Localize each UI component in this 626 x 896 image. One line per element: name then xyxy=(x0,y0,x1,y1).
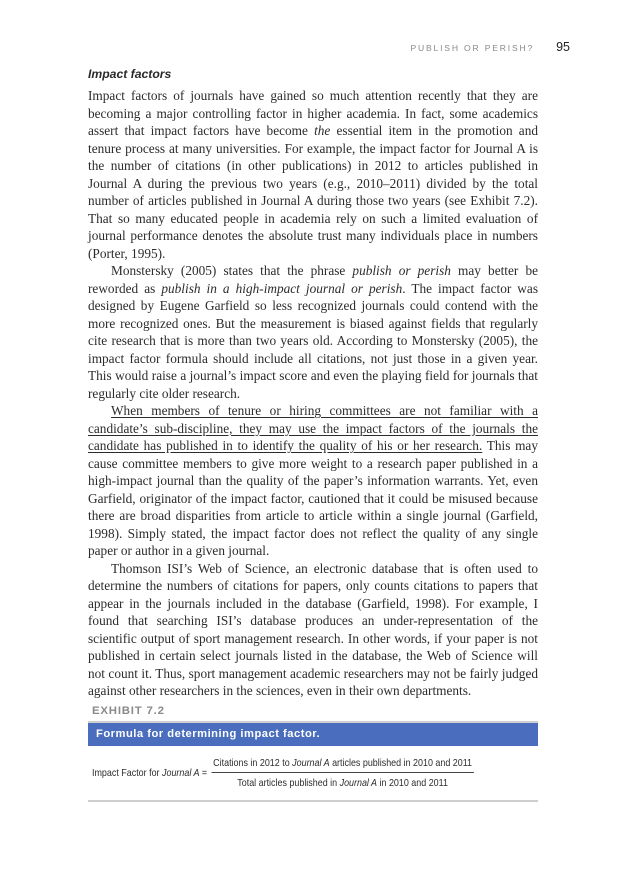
formula-lhs xyxy=(92,768,207,779)
emphasis: Journal A xyxy=(339,778,378,789)
text-run: Impact Factor for xyxy=(92,768,163,779)
paragraph-4: Thomson ISI’s Web of Science, an electronic database that is often used to determine the numbers of citations for papers, only counts citations to papers that appear in the journals included in the database (Garfield, 1998). For example, I found that searching ISI’s database produces an under-representation of the scientific output of sport management research. In other words, if your paper is not published in certain select journals listed in the database, the Web of Science will not count it. Thus, sport management academic researchers may not be fairly judged against other researchers in the sciences, even in their own departments. xyxy=(88,560,538,698)
exhibit-caption: Formula for determining impact factor. xyxy=(88,723,538,746)
text-run: This may cause committee members to give more weight to a research paper published in a high-impact journal than the quality of the paper’s information warrants. Yet, even Garfield, originator of the impact factor, cautioned that it could be misused because there are broad disparities from article to article within a single journal (Garfield, 1998). Simply stated, the impact factor does not reflect the quality of any single paper or author in a given journal. xyxy=(88,438,538,558)
emphasis: Journal A xyxy=(162,768,200,779)
paragraph-1 xyxy=(88,87,538,262)
formula-numerator xyxy=(211,758,473,773)
text-run: in 2010 and 2011 xyxy=(377,778,448,789)
text-run: Monstersky (2005) states that the phrase xyxy=(111,263,353,278)
impact-factor-formula xyxy=(92,758,522,789)
emphasis: publish in a high-impact journal or perish xyxy=(161,280,403,296)
running-head xyxy=(410,40,570,54)
text-run: Total articles published in xyxy=(237,778,340,789)
emphasis: Journal A xyxy=(292,758,330,769)
text-run: may better be reworded as xyxy=(88,263,538,296)
body-content xyxy=(88,67,538,700)
exhibit-label: EXHIBIT 7.2 xyxy=(92,705,165,717)
text-run: articles published in 2010 and 2011 xyxy=(329,758,473,769)
paragraph-2 xyxy=(88,262,538,402)
emphasis: the xyxy=(314,123,331,138)
exhibit-7-2 xyxy=(88,705,538,802)
underlined-text: When members of tenure or hiring committees are not familiar with a candidate’s sub-discipline, they may use the impact factors of the journals the candidate has published in to identify the quality of his or her research. xyxy=(88,403,538,453)
emphasis: publish or perish xyxy=(352,263,451,278)
text-run: essential item in the promotion and tenure process at many universities. For example, the impact factor for Journal A is the number of citations (in other publications) in 2012 to articles published in Journal A during the previous two years (e.g., 2010–2011) divided by the total number of articles published in Journal A during those two years (see Exhibit 7.2). That so many educated people in academia rely on such a limited evaluation of journal performance denotes the absolute trust many individuals place in numbers (Porter, 1995). xyxy=(88,123,538,261)
page-number: 95 xyxy=(556,40,570,54)
text-run: . The impact factor was designed by Eugene Garfield so less recognized journals could contend with the more recognized ones. But the measurement is biased against fields that regularly cite research that is more than two years old. According to Monstersky (2005), the impact factor formula should include all citations, not just those in a given year. This would raise a journal’s impact score and even the playing field for journals that regularly cite older research. xyxy=(88,280,538,401)
running-head-title: PUBLISH OR PERISH? xyxy=(410,43,535,53)
exhibit-bottom-rule xyxy=(88,800,538,802)
equals-sign: = xyxy=(199,768,208,779)
section-heading: Impact factors xyxy=(88,67,172,81)
paragraph-3 xyxy=(88,402,538,560)
formula-denominator xyxy=(237,773,448,789)
text-run: Citations in 2012 to xyxy=(213,758,293,769)
formula-fraction xyxy=(211,758,473,789)
text-run: Impact factors of journals have gained so much attention recently that they are becoming a major controlling factor in higher academia. In fact, some academics assert that impact factors have become xyxy=(88,88,538,138)
